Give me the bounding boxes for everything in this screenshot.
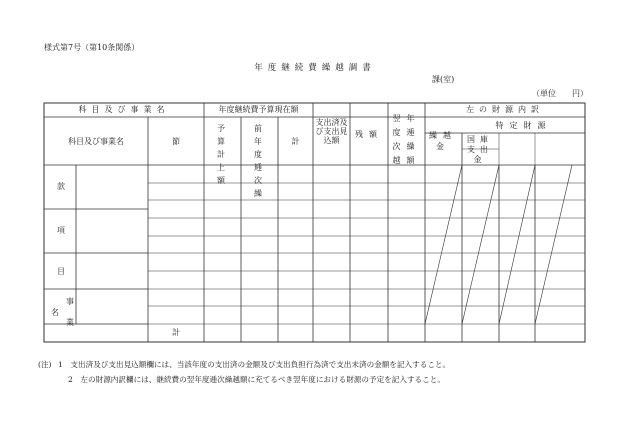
row-label-total: 計 (172, 328, 180, 337)
note-item-1: 1 支出済及び支出見込額欄には、当該年度の支出済の金額及び支出負担行為済で支出未済の金額を記入すること。 (58, 360, 451, 369)
subheader-carryover-funds: 繰越金 (429, 131, 457, 151)
subheader-subject-names: 科目及び事業名 (68, 137, 124, 146)
subheader-total: 計 (291, 137, 300, 146)
row-label-jigyo-a: 事 (66, 297, 74, 306)
row-label-mei: 名 (51, 308, 59, 317)
header-subject-names: 科目及び事業名 (78, 105, 170, 114)
section-label: 課(室) (432, 75, 455, 84)
header-expenditure: 支出済及び支出見込額 (315, 118, 348, 145)
subheader-budget-appropriation: 予算計上額 (217, 124, 231, 185)
row-label-kan: 款 (57, 182, 65, 191)
unit-label: （単位 円） (532, 89, 588, 98)
header-funding-breakdown: 左の財源内訳 (466, 105, 544, 114)
header-next-year-carryover: 翌年度逓次繰越額 (392, 114, 421, 165)
subheader-previous-year-carryover: 前年度逓次繰 (254, 124, 268, 198)
subheader-section: 節 (172, 137, 180, 146)
header-budget-current: 年度継続費予算現在額 (218, 105, 299, 114)
row-label-moku: 目 (57, 267, 65, 276)
notes-mark: (注) (38, 360, 52, 369)
row-label-kou: 項 (57, 226, 65, 235)
subheader-national-treasury: 国庫支出金 (467, 135, 493, 164)
note-item-2: 2 左の財源内訳欄には、継続費の翌年度逓次繰越額に充てるべき翌年度における財源の予定を記入すること。 (68, 375, 445, 384)
subheader-specific-funds: 特定財源 (495, 121, 552, 130)
form-number-label: 様式第7号（第10条関係） (44, 43, 140, 52)
row-label-jigyo-b: 業 (66, 318, 74, 327)
header-remaining: 残額 (355, 130, 383, 139)
document-title: 年度継続費繰越調書 (254, 63, 376, 73)
